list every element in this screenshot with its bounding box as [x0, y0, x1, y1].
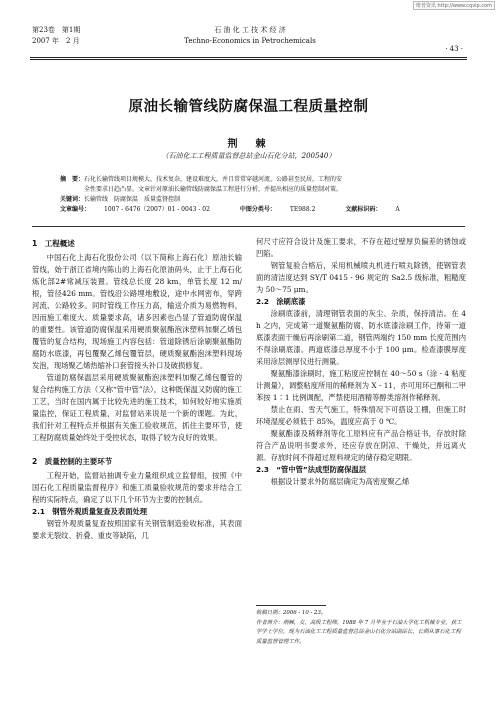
right-column: [256, 236, 466, 488]
section-1-paragraph-2: 管道防腐保温层采用硬质聚氨酯泡沫塑料加聚乙烯包覆管的复合结构施工方法（又称“管中管”法），这种既保温又防腐的施工工艺，当时在国内属于比较先进的施工技术，如何较好地实施质量监控，保证工程质量，对监督站来说是一个新的课题。为此，我们针对工程特点并根据有关施工验收规范，抓住主要环节，使工程防腐质量始终处于受控状态，取得了较为良好的效果。: [32, 373, 242, 442]
abstract-rule: [32, 226, 465, 227]
clc-number: TE988.2: [289, 206, 316, 213]
issue-date: 2007 年 2 月: [32, 37, 80, 45]
section-2-1-paragraph-cont: 何尺寸应符合设计及施工要求，不存在超过壁厚负偏差的锈蚀或凹陷。: [256, 237, 466, 258]
header-rule-thin: [30, 59, 467, 60]
affiliation: （石油化工工程质量监督总站金山石化分站，200540）: [161, 152, 336, 160]
section-2-1-paragraph-2: 钢管复验合格后，采用机械喷丸机进行喷丸除锈，使钢管表面的清洁度达到 SY/T 0415 - 96 规定的 Sa2.5 级标准，粗糙度为 50～75 μm。: [256, 261, 466, 294]
section-2-1-paragraph-1: 钢管外观质量复查按照国家有关钢管制造验收标准，其表面要求无裂纹、折叠、重皮等缺陷，几: [32, 519, 242, 540]
section-2-2-paragraph-1: 涂刷底漆前，清理钢管表面的灰尘、杂质，保持清洁。在 4 h 之内，完成第一道聚氨酯防腐、防水底漆涂刷工作，待第一道底漆表面干燥后再涂刷第二道，钢管两端约 150 mm 长度范围内不得涂刷底漆。两道底漆总厚度不小于 100 μm。检查漆膜厚度采用涂层测厚仪进行测量。: [256, 309, 466, 366]
footnote: [256, 609, 466, 647]
section-2-2-paragraph-2: 聚氨酯漆涂刷时，施工粘度应控制在 40～50 s（涂 - 4 粘度计测量），调整粘度所用的稀释剂为 X - 11，亦可用环已酮和二甲苯按 1∶1 比例调配，严禁使用酒精等醇类溶剂作稀释剂。: [256, 369, 466, 402]
article-title: 原油长输管线防腐保温工程质量控制: [128, 99, 369, 115]
section-1-heading: 1 工程概述: [32, 239, 75, 248]
keywords-line: [60, 195, 440, 205]
author-bio: 作者简介：荆棘，女，高级工程师，1988 年 7 月毕业于石油大学化工机械专业，获工学学士学位，现为石油化工工程质量监督总站金山石化分站副站长，长期从事石化工程质量监督管理工作。: [256, 619, 462, 645]
journal-name-en: Techno-Economics in Petrochemicals: [184, 37, 316, 45]
abstract-text-2: 全性要求日趋凸显。文章针对原油长输管线防腐保温工程进行分析，并提出相应的质量控制对策。: [84, 186, 343, 193]
section-2-heading: 2 质量控制的主要环节: [32, 457, 113, 466]
abstract-block: [60, 175, 440, 215]
page-number: · 43 ·: [445, 45, 463, 53]
received-date: 收稿日期：2006 - 10 - 23。: [256, 610, 327, 616]
article-no: 1007 - 6476（2007）01 - 0043 - 02: [104, 206, 210, 213]
section-1-paragraph-1: 中国石化上海石化股份公司（以下简称上海石化）原油长输管线，始于浙江省境内陈山的上海石化原油码头，止于上海石化炼化部2#常减压装置。管线总长度 28 km，单管长度 12 m/根，管径426 mm。管线沿公路埋地敷设，途中水网密布，穿跨河流、公路较多。同时管线工作压力高，输送介质为易燃物料，因而施工难度大、质量要求高，诸多因素也凸显了管道防腐保温的重要性。该管道防腐保温采用硬质聚氨酯泡沫塑料加聚乙烯包覆管的复合结构，现场施工内容包括：管道除锈后涂刷聚氨酯防腐防水底漆，再包覆聚乙烯包覆管层，硬质聚氨酯泡沫塑料现场发泡，现场聚乙烯热缩补口套管接头补口及破损修复。: [32, 253, 242, 370]
section-2-2-heading: 2.2 涂刷底漆: [256, 297, 306, 306]
keywords: 长输管线 防腐保温 质量监督控制: [84, 196, 181, 203]
article-no-label: 文章编号：: [60, 206, 91, 213]
journal-issue-info: [32, 25, 80, 47]
journal-name: [150, 25, 350, 47]
abstract-label: 摘 要：: [60, 176, 85, 183]
section-2-2-paragraph-3: 禁止在雨、雪天气施工，特殊情况下可搭设工棚，但施工时环境湿度必须低于 85%，温度应高于 0 ℃。: [256, 405, 466, 426]
journal-name-cn: 石 油 化 工 技 术 经 济: [214, 26, 286, 34]
abstract-line-1: [60, 175, 440, 185]
site-watermark[interactable]: 维普资讯 http://www.cqvip.com: [413, 1, 495, 10]
clc-label: 中图分类号：: [239, 206, 276, 213]
doc-code: A: [395, 206, 400, 213]
author: 荆 棘: [227, 139, 270, 150]
section-2-3-paragraph-1: 根据设计要求外防腐层确定为高密度聚乙烯: [270, 477, 410, 486]
keywords-label: 关键词：: [60, 196, 85, 203]
article-meta: [60, 205, 440, 215]
section-2-3-heading: 2.3 “管中管”法成型防腐保温层: [256, 465, 367, 474]
section-2-1-heading: 2.1 钢管外观质量复查及表面处理: [32, 507, 148, 516]
volume-issue: 第23卷 第1期: [32, 26, 81, 34]
left-column: [32, 236, 242, 542]
section-2-paragraph-1: 工程开始，监督站抽调专业力量组织成立监督组，按照《中国石化工程质量监督程序》和施工质量验收规范的要求并结合工程的实际特点，确定了以下几个环节为主要的控制点。: [32, 471, 242, 504]
header-rule: [30, 57, 467, 58]
section-2-2-paragraph-4: 聚氨酯漆及稀释剂等化工原料应有产品合格证书，存放时除符合产品说明书要求外，还应存放在阴凉、干燥处，并远离火源。存放时间不得超过原料规定的储存稳定期限。: [256, 429, 466, 462]
doc-code-label: 文献标识码：: [345, 206, 382, 213]
footnote-rule: [256, 605, 326, 606]
abstract-text-1: 石化长输管线项目规模大，技术复杂，建设难度大，并且常常穿越河流、公路甚至民居，工程的安: [84, 176, 343, 183]
